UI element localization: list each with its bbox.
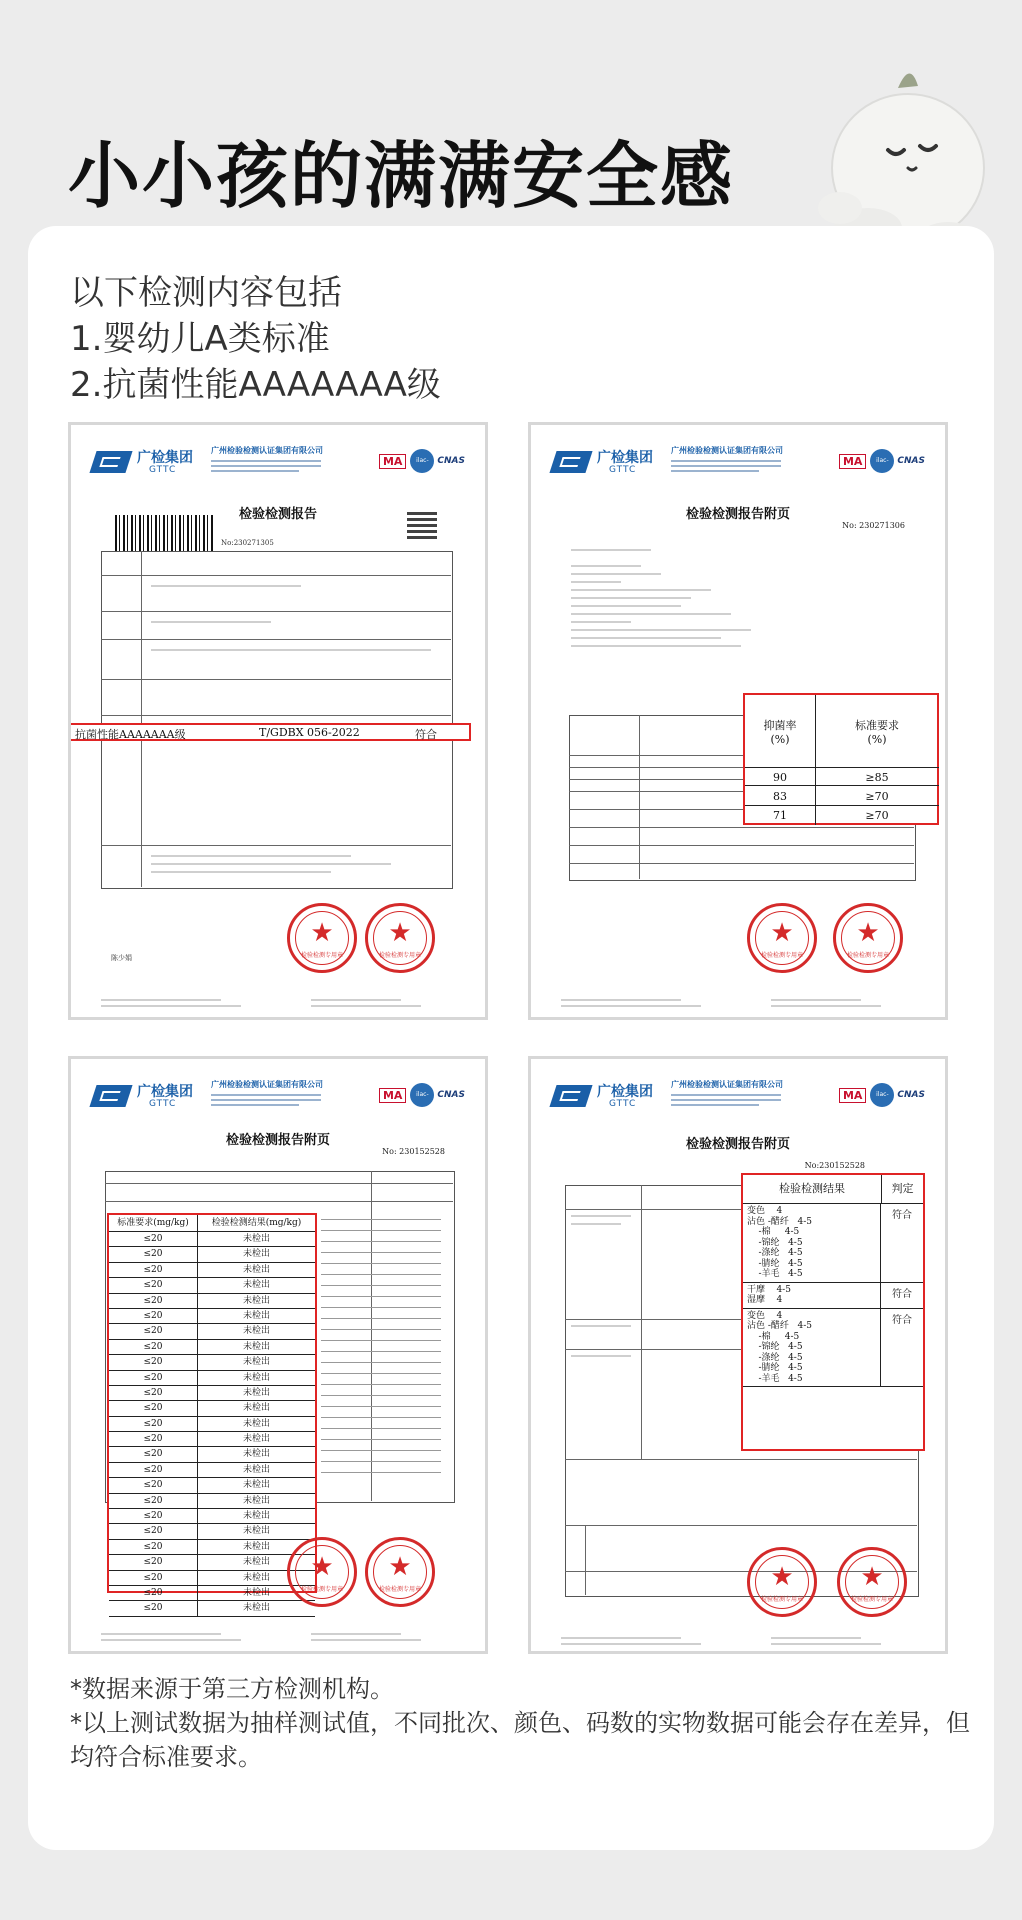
callout-result-line: -涤纶 4-5	[747, 1248, 803, 1258]
callout-requirement-cell: ≤20	[109, 1447, 198, 1461]
callout-result-line: 湿摩 4	[747, 1295, 783, 1305]
letterhead	[553, 1077, 925, 1122]
callout-row	[109, 1524, 315, 1539]
page-headline: 小小孩的满满安全感	[68, 134, 735, 218]
callout-requirement-cell: ≤20	[109, 1309, 198, 1323]
callout-row	[109, 1247, 315, 1262]
callout-standard: T/GDBX 056-2022	[259, 726, 360, 739]
report-page-2	[528, 422, 948, 1020]
red-seal-icon: ★ 检验检测专用章	[365, 903, 435, 973]
gttc-logo-icon	[89, 451, 132, 473]
callout-requirement-cell: ≤20	[109, 1386, 198, 1400]
callout-header-rate: 抑菌率 (%)	[763, 719, 797, 746]
callout-block	[743, 1204, 923, 1283]
callout-result-cell: 未检出	[242, 1541, 270, 1552]
red-seal-icon: ★ 检验检测专用章	[287, 1537, 357, 1607]
callout-block	[743, 1309, 923, 1388]
callout-requirement-cell: ≤20	[109, 1524, 198, 1538]
callout-row	[109, 1294, 315, 1309]
callout-requirement-cell: ≤20	[109, 1463, 198, 1477]
red-seal-icon: ★ 检验检测专用章	[837, 1547, 907, 1617]
report-number: No: 230152528	[382, 1147, 445, 1156]
callout-row	[109, 1232, 315, 1247]
seal-text: 检验检测专用章	[760, 952, 803, 959]
callout-requirement-cell: ≤20	[109, 1355, 198, 1369]
callout-result-cell: 未检出	[242, 1587, 270, 1598]
callout-requirement-cell: ≤20	[109, 1278, 198, 1292]
brand-en: GTTC	[609, 465, 637, 475]
seal-text: 检验检测专用章	[760, 1596, 803, 1603]
gttc-logo-icon	[89, 1085, 132, 1107]
cnas-mark: CNAS	[897, 456, 925, 466]
callout-result-cell: 未检出	[242, 1372, 270, 1383]
callout-result-cell: 未检出	[242, 1357, 270, 1368]
callout-rows	[109, 1232, 315, 1617]
callout-result-cell: 未检出	[242, 1511, 270, 1522]
intro-text	[70, 270, 441, 408]
seal-text: 检验检测专用章	[300, 1586, 343, 1593]
ilac-mark: ilac-MRA	[870, 449, 894, 473]
callout-result-line: -棉 4-5	[747, 1227, 800, 1237]
callout-result-line: 沾色 -醋纤 4-5	[747, 1216, 812, 1227]
seal-text: 检验检测专用章	[300, 952, 343, 959]
callout-result-line: -锦纶 4-5	[747, 1237, 803, 1248]
signer-name: 陈少娟	[111, 954, 132, 962]
report-page-4	[528, 1056, 948, 1654]
footnote: *以上测试数据为抽样测试值，不同批次、颜色、码数的实物数据可能会存在差异，但均符合标准要求。	[70, 1709, 970, 1771]
org-name: 广州检验检测认证集团有限公司	[671, 1080, 783, 1089]
callout-row	[109, 1263, 315, 1278]
callout-result: 符合	[415, 728, 437, 741]
letterhead	[93, 443, 465, 488]
callout-requirement-cell: ≤20	[109, 1601, 198, 1615]
callout-result-cell: 未检出	[242, 1310, 270, 1321]
red-seal-icon: ★ 检验检测专用章	[287, 903, 357, 973]
report-number: No:230152528	[804, 1161, 865, 1170]
ilac-mark: ilac-MRA	[870, 1083, 894, 1107]
brand-en: GTTC	[149, 465, 177, 475]
callout-result-cell: 未检出	[242, 1295, 270, 1306]
callout-row	[109, 1371, 315, 1386]
seal-text: 检验检测专用章	[378, 952, 421, 959]
callout-fastness-table	[741, 1173, 925, 1451]
brand-en: GTTC	[149, 1099, 177, 1109]
callout-result-line: -棉 4-5	[747, 1331, 800, 1342]
callout-row	[109, 1309, 315, 1324]
callout-result-line: -腈纶 4-5	[747, 1258, 803, 1269]
callout-result-cell: 未检出	[242, 1572, 270, 1583]
callout-header-result: 检验检测结果	[743, 1175, 882, 1203]
callout-requirement-cell: ≤20	[109, 1294, 198, 1308]
callout-result-line: 干摩 4-5	[747, 1284, 791, 1295]
callout-verdict: 符合	[892, 1314, 912, 1326]
report-number: No: 230271306	[842, 521, 905, 530]
letterhead	[553, 443, 925, 488]
callout-result-cell: 未检出	[242, 1603, 270, 1614]
callout-row	[109, 1494, 315, 1509]
callout-rate-value: 83	[773, 790, 787, 803]
callout-result-cell: 未检出	[242, 1264, 270, 1275]
callout-requirement-value: ≥85	[865, 771, 889, 784]
callout-result-line: -涤纶 4-5	[747, 1352, 803, 1363]
callout-requirement-cell: ≤20	[109, 1494, 198, 1508]
callout-result-cell: 未检出	[242, 1434, 270, 1445]
intro-line: 2.抗菌性能AAAAAAA级	[70, 365, 441, 405]
callout-result-cell: 未检出	[242, 1403, 270, 1414]
callout-row	[109, 1401, 315, 1416]
org-name: 广州检验检测认证集团有限公司	[211, 446, 323, 455]
callout-row	[109, 1324, 315, 1339]
red-seal-icon: ★ 检验检测专用章	[747, 1547, 817, 1617]
cnas-mark: CNAS	[897, 1090, 925, 1100]
callout-result-line: -锦纶 4-5	[747, 1342, 803, 1352]
callout-result-line: -羊毛 4-5	[747, 1269, 803, 1279]
callout-requirement-cell: ≤20	[109, 1571, 198, 1585]
ilac-mark: ilac-MRA	[410, 1083, 434, 1107]
callout-result-cell: 未检出	[242, 1326, 270, 1337]
callout-requirement-cell: ≤20	[109, 1232, 198, 1246]
callout-verdict: 符合	[892, 1288, 912, 1300]
red-seal-icon: ★ 检验检测专用章	[365, 1537, 435, 1607]
callout-requirement-cell: ≤20	[109, 1340, 198, 1354]
report-page-3	[68, 1056, 488, 1654]
callout-row	[109, 1555, 315, 1570]
callout-requirement-cell: ≤20	[109, 1417, 198, 1431]
callout-result-cell: 未检出	[242, 1280, 270, 1291]
callout-row	[109, 1386, 315, 1401]
seal-text: 检验检测专用章	[846, 952, 889, 959]
callout-row	[109, 1355, 315, 1370]
callout-blocks	[743, 1204, 923, 1387]
callout-result-line: -腈纶 4-5	[747, 1363, 803, 1373]
report-number: No:230271305	[221, 539, 274, 547]
callout-item: 抗菌性能AAAAAAA级	[75, 728, 186, 741]
callout-row	[109, 1509, 315, 1524]
seal-text: 检验检测专用章	[850, 1596, 893, 1603]
callout-row	[109, 1417, 315, 1432]
callout-row	[109, 1586, 315, 1601]
footnote: *数据来源于第三方检测机构。	[70, 1675, 394, 1703]
org-name: 广州检验检测认证集团有限公司	[671, 446, 783, 455]
brand-name: 广检集团	[137, 1084, 193, 1100]
callout-requirement-value: ≥70	[865, 809, 889, 822]
callout-header-result: 检验检测结果(mg/kg)	[211, 1218, 302, 1228]
report-page-1	[68, 422, 488, 1020]
callout-requirement-cell: ≤20	[109, 1478, 198, 1492]
content-card	[28, 226, 994, 1850]
cma-mark: MA	[839, 1088, 866, 1103]
cnas-mark: CNAS	[437, 456, 465, 466]
callout-result-lines	[743, 1204, 881, 1282]
org-name: 广州检验检测认证集团有限公司	[211, 1080, 323, 1089]
callout-result-line: 变色 4	[747, 1206, 783, 1216]
brand-en: GTTC	[609, 1099, 637, 1109]
callout-result-lines	[743, 1309, 881, 1387]
cma-mark: MA	[839, 454, 866, 469]
seal-text: 检验检测专用章	[378, 1586, 421, 1593]
callout-requirement-cell: ≤20	[109, 1555, 198, 1569]
intro-line: 以下检测内容包括	[70, 273, 342, 313]
callout-result-line: 沾色 -醋纤 4-5	[747, 1321, 812, 1331]
callout-row	[109, 1478, 315, 1493]
callout-antibacterial-row	[68, 723, 471, 741]
callout-row	[109, 1340, 315, 1355]
callout-row	[109, 1571, 315, 1586]
red-seal-icon: ★ 检验检测专用章	[833, 903, 903, 973]
callout-header-verdict: 判定	[891, 1182, 914, 1195]
cma-mark: MA	[379, 454, 406, 469]
brand-name: 广检集团	[597, 1084, 653, 1100]
callout-row	[109, 1601, 315, 1616]
callout-result-cell: 未检出	[242, 1234, 270, 1244]
callout-row	[109, 1447, 315, 1462]
callout-requirement-cell: ≤20	[109, 1371, 198, 1385]
report-title: 检验检测报告附页	[225, 1133, 330, 1148]
callout-requirement-cell: ≤20	[109, 1247, 198, 1261]
brand-name: 广检集团	[137, 450, 193, 466]
callout-requirement-cell: ≤20	[109, 1586, 198, 1600]
callout-row	[109, 1463, 315, 1478]
callout-result-cell: 未检出	[242, 1495, 270, 1506]
callout-result-lines	[743, 1283, 881, 1308]
callout-header-requirement: 标准要求(mg/kg)	[109, 1215, 198, 1231]
brand-name: 广检集团	[597, 450, 653, 466]
cma-mark: MA	[379, 1088, 406, 1103]
callout-result-cell: 未检出	[242, 1557, 270, 1568]
report-title: 检验检测报告附页	[685, 507, 790, 522]
report-table	[101, 551, 453, 889]
callout-inhibition-table	[743, 693, 939, 825]
callout-result-cell: 未检出	[242, 1526, 270, 1537]
red-seal-icon: ★ 检验检测专用章	[747, 903, 817, 973]
callout-result-cell: 未检出	[242, 1418, 270, 1429]
report-title: 检验检测报告附页	[685, 1137, 790, 1152]
callout-result-line: 变色 4	[747, 1310, 783, 1321]
gttc-logo-icon	[549, 451, 592, 473]
callout-rate-value: 71	[773, 809, 787, 822]
intro-line: 1.婴幼儿A类标准	[70, 319, 330, 359]
callout-result-line: -羊毛 4-5	[747, 1373, 803, 1384]
callout-requirement-cell: ≤20	[109, 1540, 198, 1554]
callout-limit-table	[107, 1213, 317, 1614]
ilac-mark: ilac-MRA	[410, 449, 434, 473]
callout-row	[109, 1540, 315, 1555]
callout-requirement-cell: ≤20	[109, 1324, 198, 1338]
callout-rate-value: 90	[773, 771, 787, 784]
callout-header-requirement: 标准要求 (%)	[855, 719, 899, 746]
callout-block	[743, 1283, 923, 1309]
callout-requirement-value: ≥70	[865, 790, 889, 803]
callout-verdict: 符合	[892, 1210, 912, 1221]
callout-result-cell: 未检出	[242, 1341, 270, 1352]
callout-result-cell: 未检出	[242, 1464, 270, 1475]
report-title: 检验检测报告	[238, 507, 317, 522]
callout-requirement-cell: ≤20	[109, 1401, 198, 1415]
callout-requirement-cell: ≤20	[109, 1432, 198, 1446]
footnotes	[70, 1672, 970, 1774]
callout-row	[109, 1278, 315, 1293]
callout-result-cell: 未检出	[242, 1249, 270, 1260]
gttc-logo-icon	[549, 1085, 592, 1107]
callout-result-cell: 未检出	[242, 1449, 270, 1460]
callout-requirement-cell: ≤20	[109, 1263, 198, 1277]
callout-result-cell: 未检出	[242, 1387, 270, 1398]
callout-row	[109, 1432, 315, 1447]
cnas-mark: CNAS	[437, 1090, 465, 1100]
letterhead	[93, 1077, 465, 1122]
callout-requirement-cell: ≤20	[109, 1509, 198, 1523]
callout-result-cell: 未检出	[242, 1480, 270, 1491]
